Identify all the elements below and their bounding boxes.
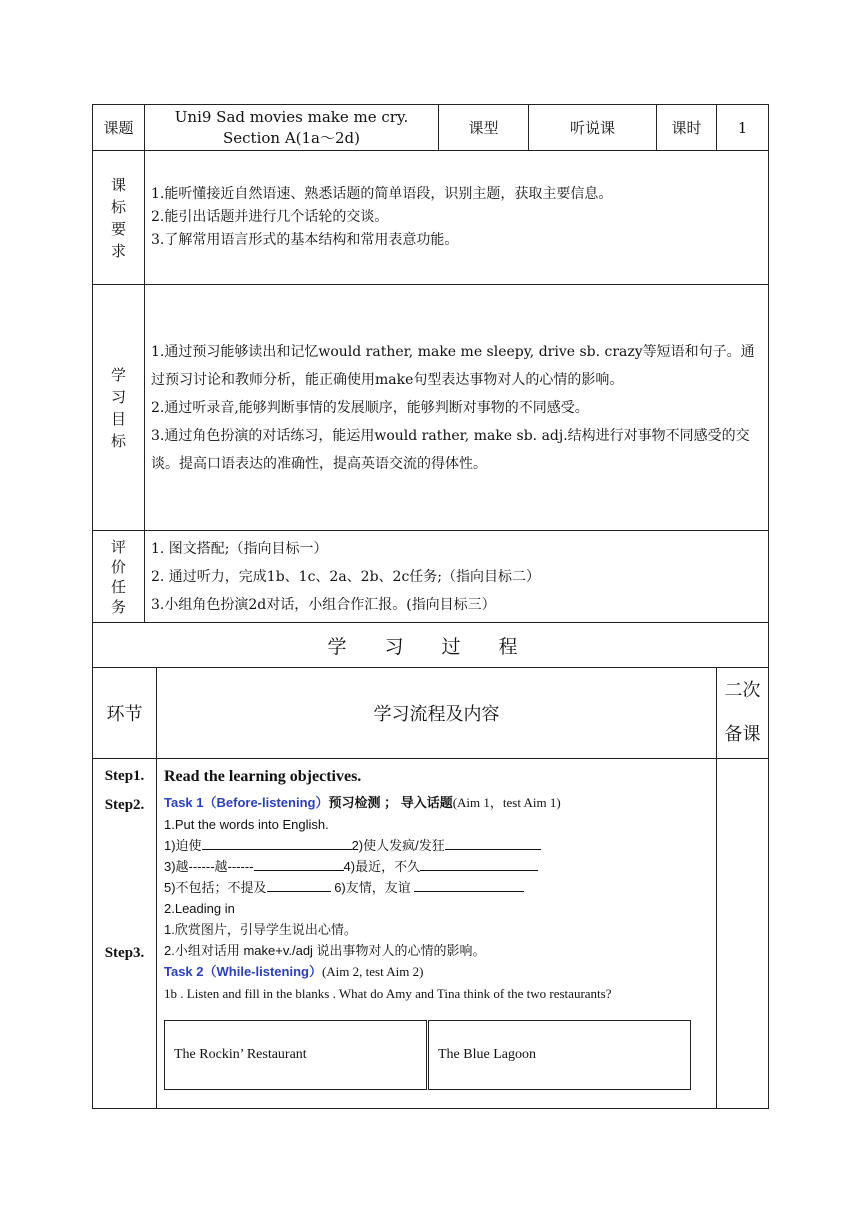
task2-label: Task 2（While-listening） [164,964,322,979]
assessment-item: 3.小组角色扮演2d对话，小组合作汇报。(指向目标三） [151,596,496,613]
process-title-row [93,623,769,668]
task1-cn: 预习检测 ； 导入话题 [328,795,453,810]
standards-label: 课 标 要 求 [93,151,145,285]
task2-aim: (Aim 2, test Aim 2) [321,964,424,979]
task1-aim: (Aim 1，test Aim 1) [452,795,561,810]
assessment-item: 1. 图文搭配;（指向目标一） [151,540,328,557]
type-label: 课型 [439,105,529,151]
prep-column [717,759,769,1109]
task1-line [164,792,710,814]
standards-item: 2.能引出话题并进行几个话轮的交谈。 [151,209,389,225]
restaurants-table [164,1020,691,1090]
blank-field[interactable] [267,877,331,892]
content-column-header: 学习流程及内容 [157,668,717,759]
put-words: 1.Put the words into English. [164,817,329,832]
assessment-label: 评 价 任 务 [93,531,145,623]
task2-line [164,961,710,983]
hours-label: 课时 [657,105,717,151]
hours-value: 1 [717,105,769,151]
standards-content [145,151,769,285]
restaurant-cell: The Blue Lagoon [428,1021,691,1090]
goals-item: 3.通过角色扮演的对话练习，能运用would rather, make sb. adj.结构进行对事物不同感受的交谈。提高口语表达的准确性，提高英语交流的得体性。 [151,427,750,472]
blank-field[interactable] [414,877,524,892]
lesson-plan-table [92,104,768,1109]
standards-item: 1.能听懂接近自然语速、熟悉话题的简单语段，识别主题，获取主要信息。 [151,186,613,202]
lead-item: 1.欣赏图片，引导学生说出心情。 [164,922,357,937]
goals-item: 1.通过预习能够读出和记忆would rather, make me sleepy, drive sb. crazy等短语和句子。通过预习讨论和教师分析，能正确使用make句型表达事物对人的心情的影响。 [151,343,755,388]
stage-column-header: 环节 [93,668,157,759]
blank-field[interactable] [202,835,352,850]
word-line-2: 3)越------越------ 4)最近，不久 [164,856,710,877]
standards-row [93,151,769,285]
goals-item: 2.通过听录音,能够判断事情的发展顺序，能够判断对事物的不同感受。 [151,399,589,416]
prep-column-header: 二次 备课 [717,668,769,759]
type-value: 听说课 [529,105,657,151]
standards-item: 3.了解常用语言形式的基本结构和常用表意功能。 [151,232,459,248]
lead-item: 2.小组对话用 make+v./adj 说出事物对人的心情的影响。 [164,943,486,958]
blank-field[interactable] [445,835,541,850]
step-label: Step3. [104,945,145,961]
header-row [93,105,769,151]
task1-label: Task 1（Before-listening） [164,795,329,810]
blank-field[interactable] [254,856,344,871]
step-label: Step2. [104,797,145,813]
goals-label: 学 习 目 标 [93,285,145,531]
goals-content [145,285,769,531]
process-header-row [93,668,769,759]
goals-row [93,285,769,531]
blank-field[interactable] [420,856,538,871]
word-line-1: 1)迫使 2)使人发疯/发狂 [164,835,710,856]
leading-in: 2.Leading in [164,901,235,916]
step-label: Step1. [104,768,145,784]
read-objectives: Read the learning objectives. [164,768,362,785]
assessment-content [145,531,769,623]
topic-label: 课题 [93,105,145,151]
word-line-3: 5)不包括；不提及 6)友情，友谊 [164,877,710,898]
steps-column [93,759,157,1109]
topic-value: Uni9 Sad movies make me cry. Section A(1a～2d) [145,105,439,151]
process-row [93,759,769,1109]
process-title: 学 习 过 程 [93,623,769,668]
question-1b: 1b . Listen and fill in the blanks . What do Amy and Tina think of the two restaurants? [164,986,612,1001]
restaurant-cell: The Rockin’ Restaurant [165,1021,428,1090]
assessment-row [93,531,769,623]
process-content [157,759,717,1109]
assessment-item: 2. 通过听力，完成1b、1c、2a、2b、2c任务;（指向目标二） [151,568,541,585]
